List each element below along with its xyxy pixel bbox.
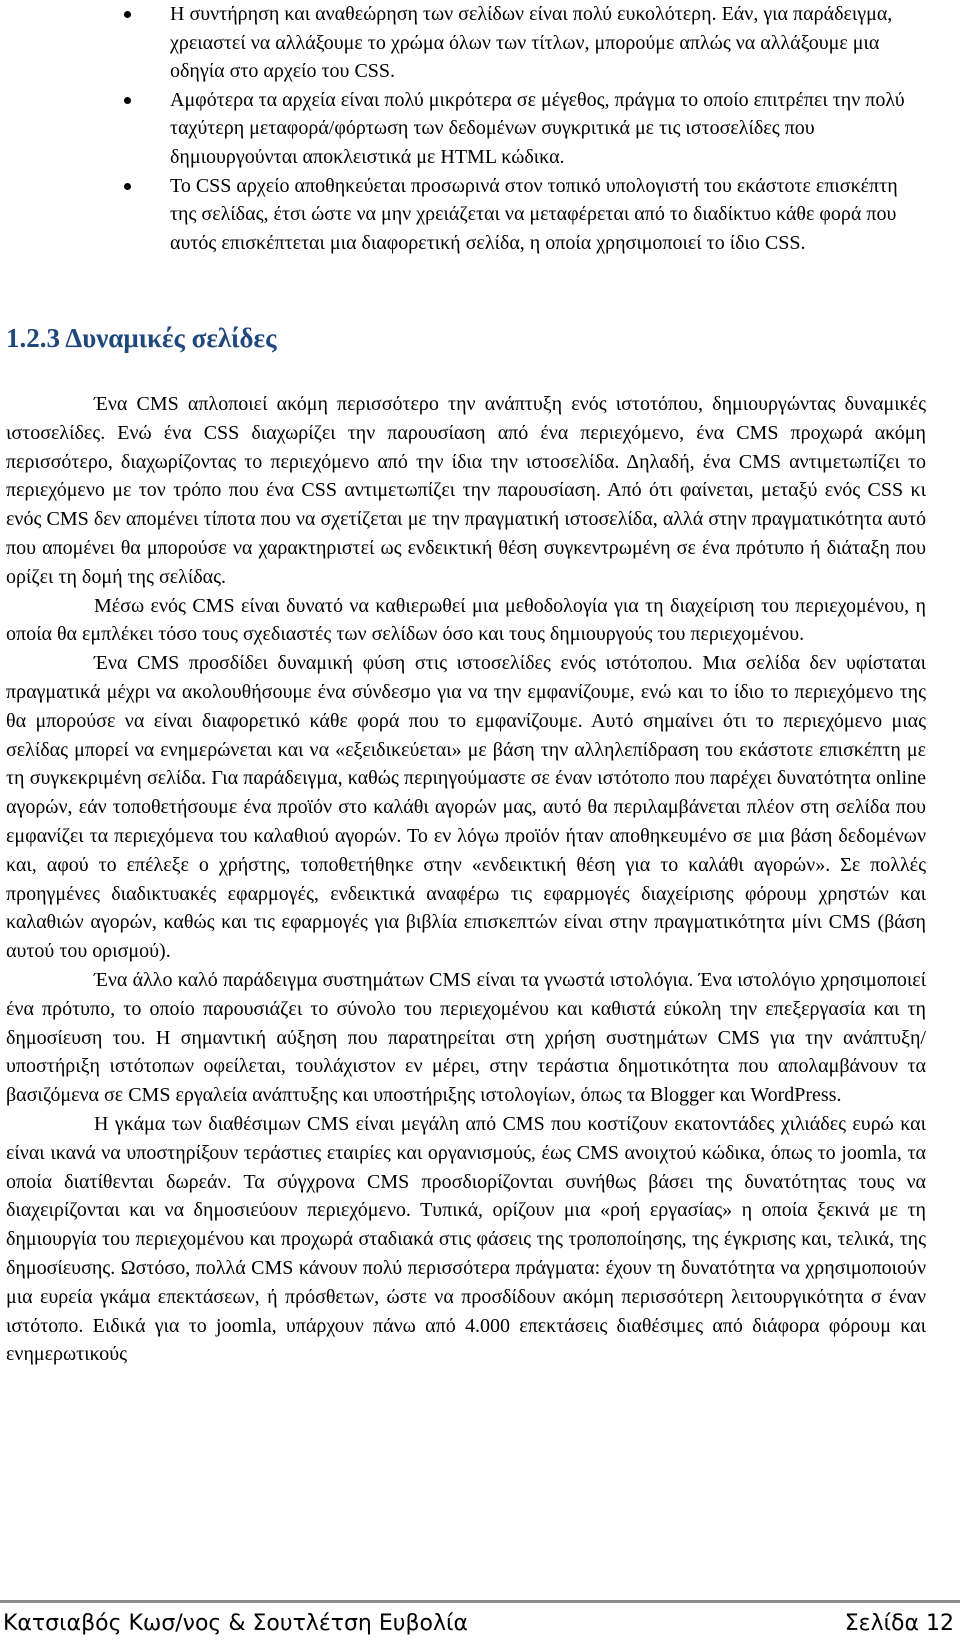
bullet-icon xyxy=(124,11,131,18)
list-item xyxy=(0,0,960,86)
paragraph: Ένα άλλο καλό παράδειγμα συστημάτων CMS είναι τα γνωστά ιστολόγια. Ένα ιστολόγιο χρησιμοποιεί ένα πρότυπο, το οποίο παρουσιάζει το σύνολο του περιεχομένου και καθιστά εύκολη την επεξεργασία και τη δημοσίευση του. Η σημαντική αύξηση που παρατηρείται στη χρήση συστημάτων CMS για την ανάπτυξη/υποστήριξη ιστότοπων οφείλεται, τουλάχιστον εν μέρει, στην τεράστια δημοτικότητα που απολαμβάνουν τα βασιζόμενα σε CMS εργαλεία ανάπτυξης και υποστήριξης ιστολογίων, όπως τα Blogger και WordPress. xyxy=(6,968,926,1107)
page-number: Σελίδα 12 xyxy=(844,1611,954,1636)
bullet-icon xyxy=(124,97,131,104)
paragraph: Ένα CMS απλοποιεί ακόμη περισσότερο την ανάπτυξη ενός ιστοτόπου, δημιουργώντας δυναμικές ιστοσελίδες. Ενώ ένα CSS διαχωρίζει την παρουσίαση από ένα περιεχόμενο, ένα CMS προχωρά ακόμη περισσότερο, διαχωρίζοντας το περιεχόμενο από την ίδια την ιστοσελίδα. Δηλαδή, ένα CMS αντιμετωπίζει το περιεχόμενο με τον τρόπο που ένα CSS αντιμετωπίζει την παρουσίαση. Από ότι φαίνεται, μεταξύ ενός CSS κι ενός CMS δεν απομένει τίποτα που να σχετίζεται με την πραγματική ιστοσελίδα, αλλά στην πραγματικότητα αυτό που απομένει θα μπορούσε να χαρακτηριστεί ως ενδεικτική θέση συγκεντρωμένη σε ένα πρότυπο ή διάταξη που ορίζει τη δομή της σελίδας. xyxy=(6,393,926,588)
paragraph: Η γκάμα των διαθέσιμων CMS είναι μεγάλη από CMS που κοστίζουν εκατοντάδες χιλιάδες ευρώ και είναι ικανά να υποστηρίξουν τεράστιες εταιρίες και οργανισμούς, έως CMS ανοιχτού κώδικα, όπως το joomla, τα οποία διατίθενται δωρεάν. Τα σύγχρονα CMS προσδιορίζονται συνήθως βάσει της δυνατότητας τους να διαχειρίζονται και να δημοσιεύουν περιεχόμενο. Τυπικά, ορίζουν μια «ροή εργασίας» η οποία ξεκινά με τη δημιουργία του περιεχομένου και προχωρά σταδιακά στις φάσεις της τροποποίησης, της έγκρισης και, τελικά, της δημοσίευσης. Ωστόσο, πολλά CMS κάνουν πολύ περισσότερα πράγματα: έχουν τη δυνατότητα να χρησιμοποιούν μια ευρεία γκάμα επεκτάσεων, ή πρόσθετων, ώστε να προσδίδουν ακόμη περισσότερη λειτουργικότητα σ έναν ιστότοπο. Ειδικά για το joomla, υπάρχουν πάνω από 4.000 επεκτάσεις διαθέσιμες από διάφορα φόρουμ και ενημερωτικούς xyxy=(6,1112,926,1366)
page-footer xyxy=(0,1600,960,1645)
paragraph: Ένα CMS προσδίδει δυναμική φύση στις ιστοσελίδες ενός ιστότοπου. Μια σελίδα δεν υφίσταται πραγματικά μέχρι να ακολουθήσουμε ένα σύνδεσμο για να την εμφανίζουμε, ενώ και το ίδιο το περιεχόμενο της θα μπορούσε να είναι διαφορετικό κάθε φορά που το εμφανίζουμε. Αυτό σημαίνει ότι το περιεχόμενο μιας σελίδας μπορεί να ενημερώνεται και να «εξειδικεύεται» με βάση την αλληλεπίδραση του εκάστοτε επισκέπτη με τη συγκεκριμένη σελίδα. Για παράδειγμα, καθώς περιηγούμαστε σε έναν ιστότοπο που παρέχει δυνατότητα online αγορών, εάν τοποθετήσουμε ένα προϊόν στο καλάθι αγορών μας, αυτό θα περιλαμβάνεται πλέον στη σελίδα που εμφανίζει τα περιεχόμενα του καλαθιού αγορών. Το εν λόγω προϊόν ήταν αποθηκευμένο σε μια βάση δεδομένων και, αφού το επέλεξε ο χρήστης, τοποθετήθηκε στην «ενδεικτική θέση για το καλάθι αγορών». Σε πολλές προηγμένες διαδικτυακές εφαρμογές, ενδεικτικά αναφέρω τις εφαρμογές διαχείρισης φόρουμ χρηστών και καλαθιών αγορών, καθώς και τις εφαρμογές για βιβλία επισκεπτών είναι στην πραγματικότητα μίνι CMS (βάση αυτού του ορισμού). xyxy=(6,652,926,963)
list-item xyxy=(0,86,960,172)
advantages-list xyxy=(0,0,960,257)
paragraph: Μέσω ενός CMS είναι δυνατό να καθιερωθεί μια μεθοδολογία για τη διαχείριση του περιεχομένου, η οποία θα εμπλέκει τόσο τους σχεδιαστές των σελίδων όσο και τους δημιουργούς του περιεχομένου. xyxy=(6,594,926,646)
list-item-text: Η συντήρηση και αναθεώρηση των σελίδων είναι πολύ ευκολότερη. Εάν, για παράδειγμα, χρειαστεί να αλλάξουμε το χρώμα όλων των τίτλων, μπορούμε απλώς να αλλάξουμε μια οδηγία στο αρχείο του CSS. xyxy=(170,3,893,83)
list-item-text: Το CSS αρχείο αποθηκεύεται προσωρινά στον τοπικό υπολογιστή του εκάστοτε επισκέπτη της σελίδας, έτσι ώστε να μην χρειάζεται να μεταφέρεται από το διαδίκτυο κάθε φορά που αυτός επισκέπτεται μια διαφορετική σελίδα, η οποία χρησιμοποιεί το ίδιο CSS. xyxy=(170,174,898,254)
list-item-text: Αμφότερα τα αρχεία είναι πολύ μικρότερα σε μέγεθος, πράγμα το οποίο επιτρέπει την πολύ ταχύτερη μεταφορά/φόρτωση των δεδομένων συγκριτικά με τις ιστοσελίδες που δημιουργούνται αποκλειστικά με HTML κώδικα. xyxy=(170,88,905,168)
section-body xyxy=(6,390,926,1369)
section-heading: 1.2.3 Δυναμικές σελίδες xyxy=(6,323,277,353)
footer-authors: Κατσιαβός Κωσ/νος & Σουτλέτση Ευβολία xyxy=(3,1611,468,1636)
list-item xyxy=(0,172,960,258)
bullet-icon xyxy=(124,183,131,190)
